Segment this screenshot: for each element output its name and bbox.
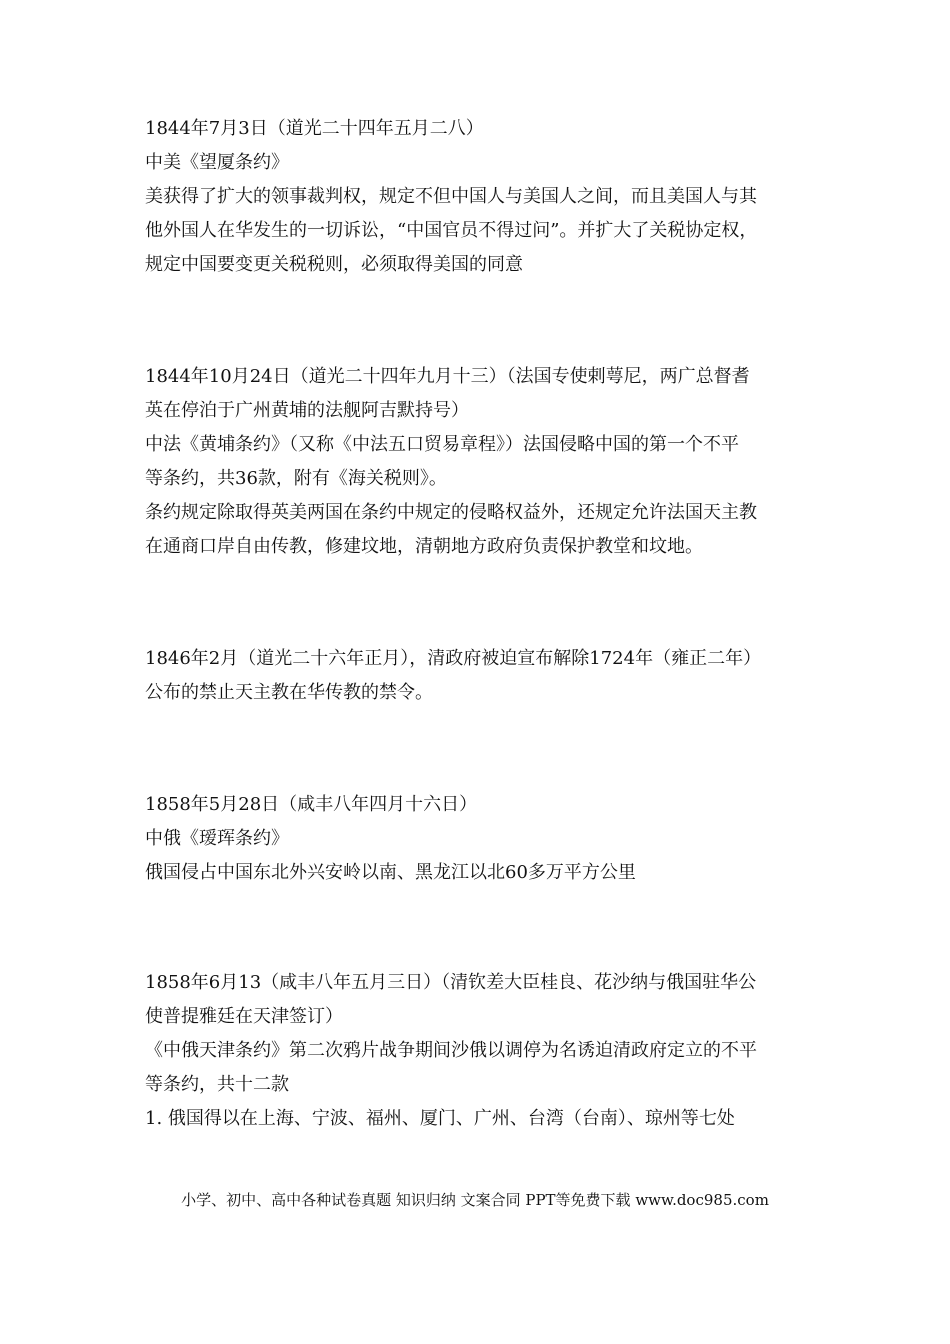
entry-text-line: 条约规定除取得英美两国在条约中规定的侵略权益外，还规定允许法国天主教 <box>145 502 757 523</box>
paragraph-gap <box>145 564 825 642</box>
entry-text-line: 公布的禁止天主教在华传教的禁令。 <box>145 682 433 703</box>
numbered-list-item: 1. 俄国得以在上海、宁波、福州、厦门、广州、台湾（台南）、琼州等七处 <box>145 1108 735 1129</box>
entry-catholic-ban-lifted <box>145 642 825 710</box>
entry-text-line: 等条约，共十二款 <box>145 1074 289 1095</box>
entry-text-line: 等条约，共36款，附有《海关税则》。 <box>145 468 447 489</box>
entry-date-line: 1858年6月13（咸丰八年五月三日）（清钦差大臣桂良、花沙纳与俄国驻华公 <box>145 972 757 993</box>
entry-wangxia-treaty <box>145 112 825 282</box>
entry-aigun-treaty <box>145 788 825 890</box>
page-footer: 小学、初中、高中各种试卷真题 知识归纳 文案合同 PPT等免费下载 www.doc985.com <box>181 1191 769 1209</box>
entry-text-line: 规定中国要变更关税税则，必须取得美国的同意 <box>145 254 523 275</box>
paragraph-gap <box>145 710 825 788</box>
entry-date-line: 1844年10月24日（道光二十四年九月十三）（法国专使剌萼尼，两广总督耆 <box>145 366 750 387</box>
entry-text-line: 美获得了扩大的领事裁判权，规定不但中国人与美国人之间，而且美国人与其 <box>145 186 757 207</box>
entry-text-line: 他外国人在华发生的一切诉讼，“中国官员不得过问”。并扩大了关税协定权， <box>145 220 758 241</box>
entry-text-line: 英在停泊于广州黄埔的法舰阿吉默持号） <box>145 400 469 421</box>
entry-huangpu-treaty <box>145 360 825 564</box>
entry-tianjin-treaty-russia <box>145 966 825 1136</box>
entry-date-line: 1858年5月28日（咸丰八年四月十六日） <box>145 794 478 815</box>
entry-text-line: 在通商口岸自由传教，修建坟地，清朝地方政府负责保护教堂和坟地。 <box>145 536 703 557</box>
entry-treaty-name: 《中俄天津条约》第二次鸦片战争期间沙俄以调停为名诱迫清政府定立的不平 <box>145 1040 757 1061</box>
entry-treaty-name: 中法《黄埔条约》（又称《中法五口贸易章程》）法国侵略中国的第一个不平 <box>145 434 739 455</box>
entry-text-line: 俄国侵占中国东北外兴安岭以南、黑龙江以北60多万平方公里 <box>145 862 636 883</box>
entry-date-line: 1844年7月3日（道光二十四年五月二八） <box>145 118 484 139</box>
paragraph-gap <box>145 890 825 966</box>
document-body <box>145 112 825 1136</box>
entry-date-line: 1846年2月（道光二十六年正月），清政府被迫宣布解除1724年（雍正二年） <box>145 648 762 669</box>
entry-treaty-name: 中俄《瑷珲条约》 <box>145 828 289 849</box>
entry-treaty-name: 中美《望厦条约》 <box>145 152 289 173</box>
entry-text-line: 使普提雅廷在天津签订） <box>145 1006 343 1027</box>
paragraph-gap <box>145 282 825 360</box>
